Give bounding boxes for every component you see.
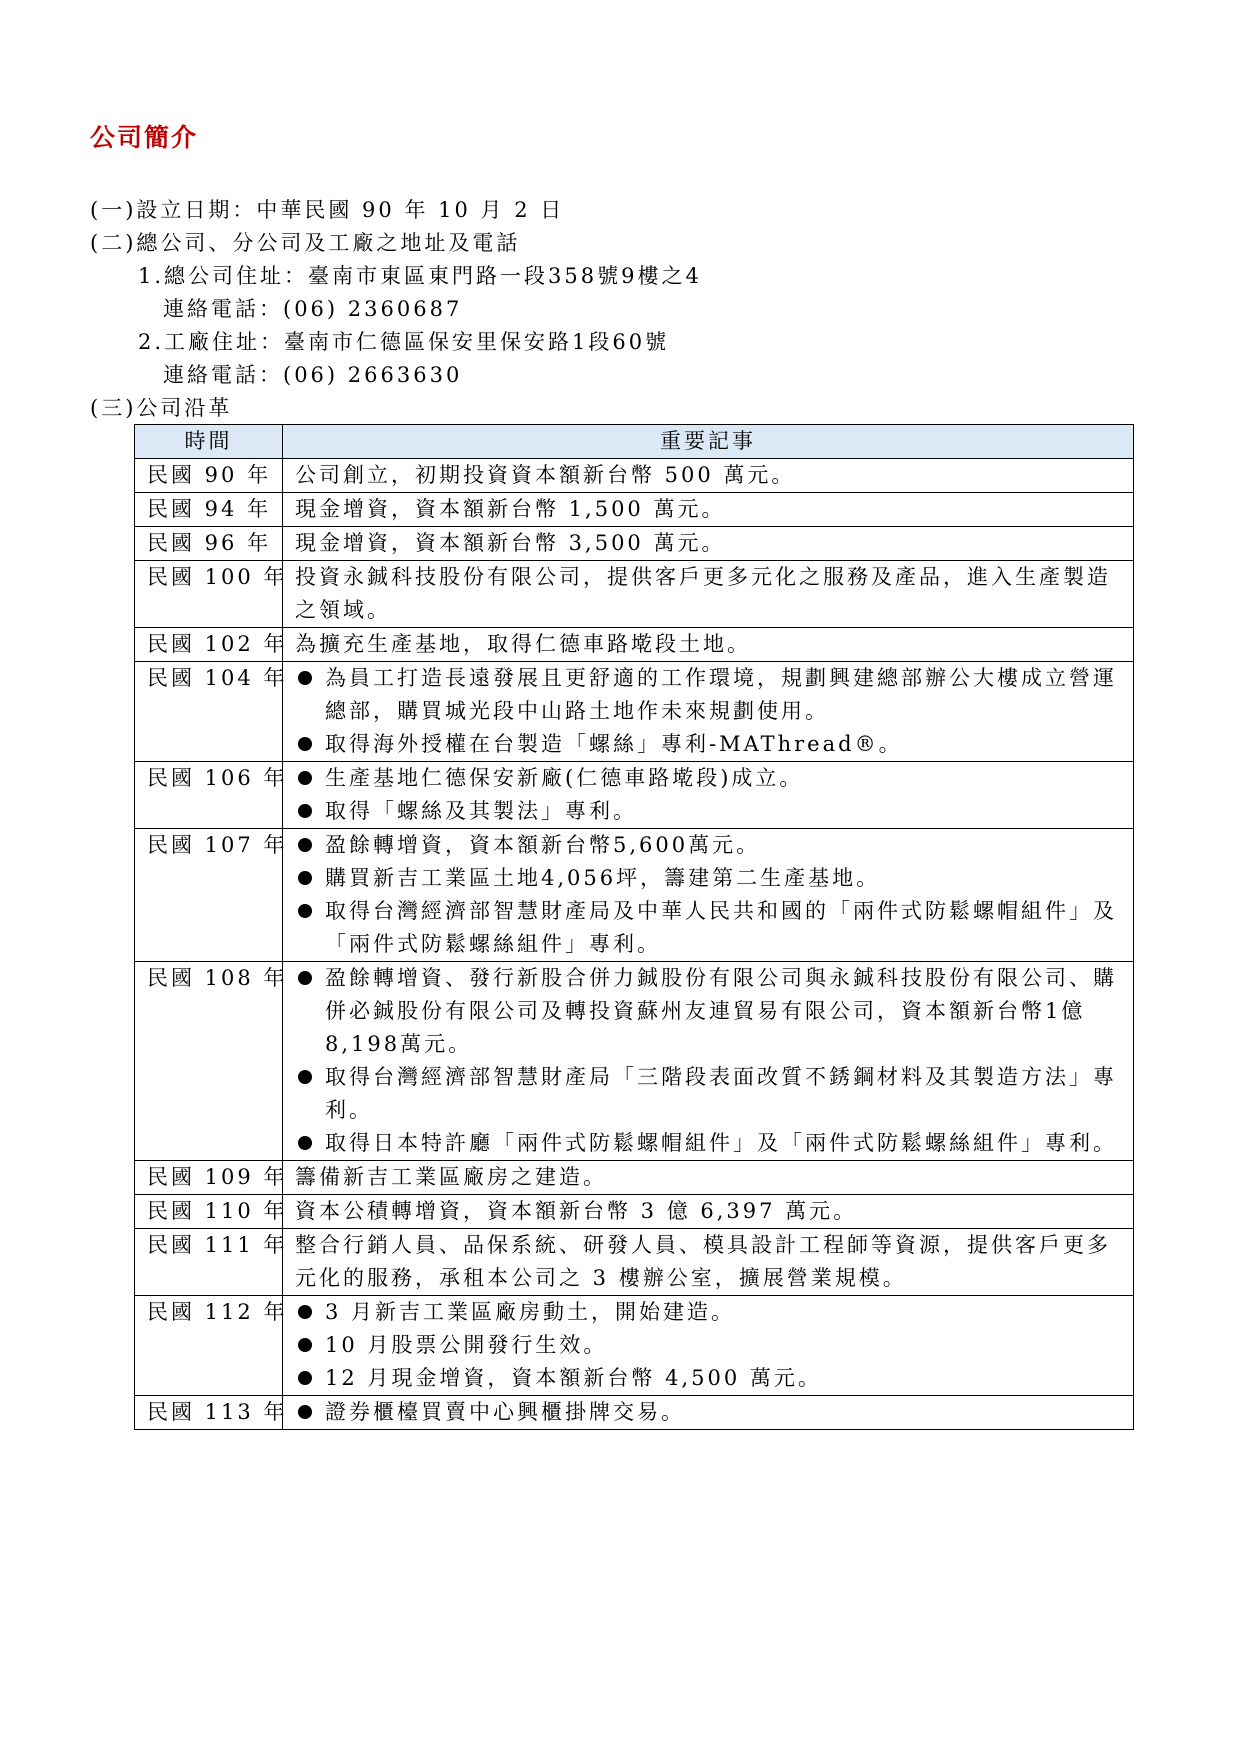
row-year: 民國 106 年	[135, 762, 283, 829]
row-year: 民國 104 年	[135, 662, 283, 762]
row-year: 民國 108 年	[135, 962, 283, 1161]
history-section-heading: (三)公司沿革	[90, 396, 233, 420]
row-event-list	[283, 1296, 1134, 1396]
event-bullet-list	[295, 1396, 1125, 1429]
founding-date: (一)設立日期：中華民國 90 年 10 月 2 日	[90, 198, 565, 222]
event-bullet-item: 取得台灣經濟部智慧財產局「三階段表面改質不銹鋼材料及其製造方法」專利。	[295, 1061, 1125, 1127]
event-bullet-item: 取得海外授權在台製造「螺絲」專利-MAThread®。	[295, 728, 1125, 761]
address-section-heading: (二)總公司、分公司及工廠之地址及電話	[90, 231, 521, 255]
row-event: 資本公積轉增資，資本額新台幣 3 億 6,397 萬元。	[283, 1195, 1134, 1229]
row-event-list	[283, 829, 1134, 962]
event-bullet-item: 取得台灣經濟部智慧財產局及中華人民共和國的「兩件式防鬆螺帽組件」及「兩件式防鬆螺絲組件」專利。	[295, 895, 1125, 961]
event-bullet-item: 盈餘轉增資、發行新股合併力鋮股份有限公司與永鋮科技股份有限公司、購併必鋮股份有限公司及轉投資蘇州友連貿易有限公司，資本額新台幣1億8,198萬元。	[295, 962, 1125, 1061]
row-event: 現金增資，資本額新台幣 3,500 萬元。	[283, 527, 1134, 561]
row-event: 投資永鋮科技股份有限公司，提供客戶更多元化之服務及產品，進入生產製造之領域。	[283, 561, 1134, 628]
table-row	[135, 1396, 1134, 1430]
page-title: 公司簡介	[90, 123, 199, 152]
row-year: 民國 94 年	[135, 493, 283, 527]
table-row	[135, 561, 1134, 628]
header-time: 時間	[135, 425, 283, 459]
table-row	[135, 493, 1134, 527]
table-row	[135, 662, 1134, 762]
hq-phone: 連絡電話：(06) 2360687	[163, 297, 463, 321]
row-year: 民國 110 年	[135, 1195, 283, 1229]
hq-address: 1.總公司住址：臺南市東區東門路一段358號9樓之4	[138, 264, 702, 288]
table-row	[135, 1229, 1134, 1296]
event-bullet-list	[295, 962, 1125, 1160]
row-event: 整合行銷人員、品保系統、研發人員、模具設計工程師等資源，提供客戶更多元化的服務，承租本公司之 3 樓辦公室，擴展營業規模。	[283, 1229, 1134, 1296]
row-event: 現金增資，資本額新台幣 1,500 萬元。	[283, 493, 1134, 527]
table-row	[135, 962, 1134, 1161]
event-bullet-list	[295, 662, 1125, 761]
event-bullet-item: 取得「螺絲及其製法」專利。	[295, 795, 1125, 828]
event-bullet-item: 取得日本特許廳「兩件式防鬆螺帽組件」及「兩件式防鬆螺絲組件」專利。	[295, 1127, 1125, 1160]
table-row	[135, 527, 1134, 561]
table-row	[135, 762, 1134, 829]
table-row	[135, 829, 1134, 962]
row-year: 民國 102 年	[135, 628, 283, 662]
row-event-list	[283, 962, 1134, 1161]
event-bullet-item: 10 月股票公開發行生效。	[295, 1329, 1125, 1362]
event-bullet-item: 12 月現金增資，資本額新台幣 4,500 萬元。	[295, 1362, 1125, 1395]
row-year: 民國 109 年	[135, 1161, 283, 1195]
event-bullet-list	[295, 762, 1125, 828]
factory-address: 2.工廠住址：臺南市仁德區保安里保安路1段60號	[138, 330, 670, 354]
event-bullet-item: 證券櫃檯買賣中心興櫃掛牌交易。	[295, 1396, 1125, 1429]
row-year: 民國 107 年	[135, 829, 283, 962]
row-event: 籌備新吉工業區廠房之建造。	[283, 1161, 1134, 1195]
row-year: 民國 112 年	[135, 1296, 283, 1396]
row-year: 民國 96 年	[135, 527, 283, 561]
event-bullet-item: 3 月新吉工業區廠房動土，開始建造。	[295, 1296, 1125, 1329]
factory-phone: 連絡電話：(06) 2663630	[163, 363, 463, 387]
table-row	[135, 459, 1134, 493]
event-bullet-item: 盈餘轉增資，資本額新台幣5,600萬元。	[295, 829, 1125, 862]
history-table-body	[135, 459, 1134, 1430]
row-year: 民國 90 年	[135, 459, 283, 493]
event-bullet-item: 生產基地仁德保安新廠(仁德車路墘段)成立。	[295, 762, 1125, 795]
row-year: 民國 111 年	[135, 1229, 283, 1296]
table-row	[135, 628, 1134, 662]
event-bullet-item: 購買新吉工業區土地4,056坪，籌建第二生產基地。	[295, 862, 1125, 895]
table-header-row	[135, 425, 1134, 459]
event-bullet-list	[295, 1296, 1125, 1395]
row-year: 民國 100 年	[135, 561, 283, 628]
table-row	[135, 1296, 1134, 1396]
row-event: 公司創立，初期投資資本額新台幣 500 萬元。	[283, 459, 1134, 493]
row-event-list	[283, 662, 1134, 762]
row-event-list	[283, 1396, 1134, 1430]
table-row	[135, 1195, 1134, 1229]
header-events: 重要記事	[283, 425, 1134, 459]
event-bullet-item: 為員工打造長遠發展且更舒適的工作環境，規劃興建總部辦公大樓成立營運總部，購買城光段中山路土地作未來規劃使用。	[295, 662, 1125, 728]
row-event-list	[283, 762, 1134, 829]
row-year: 民國 113 年	[135, 1396, 283, 1430]
event-bullet-list	[295, 829, 1125, 961]
table-row	[135, 1161, 1134, 1195]
row-event: 為擴充生產基地，取得仁德車路墘段土地。	[283, 628, 1134, 662]
history-table	[134, 424, 1134, 1430]
